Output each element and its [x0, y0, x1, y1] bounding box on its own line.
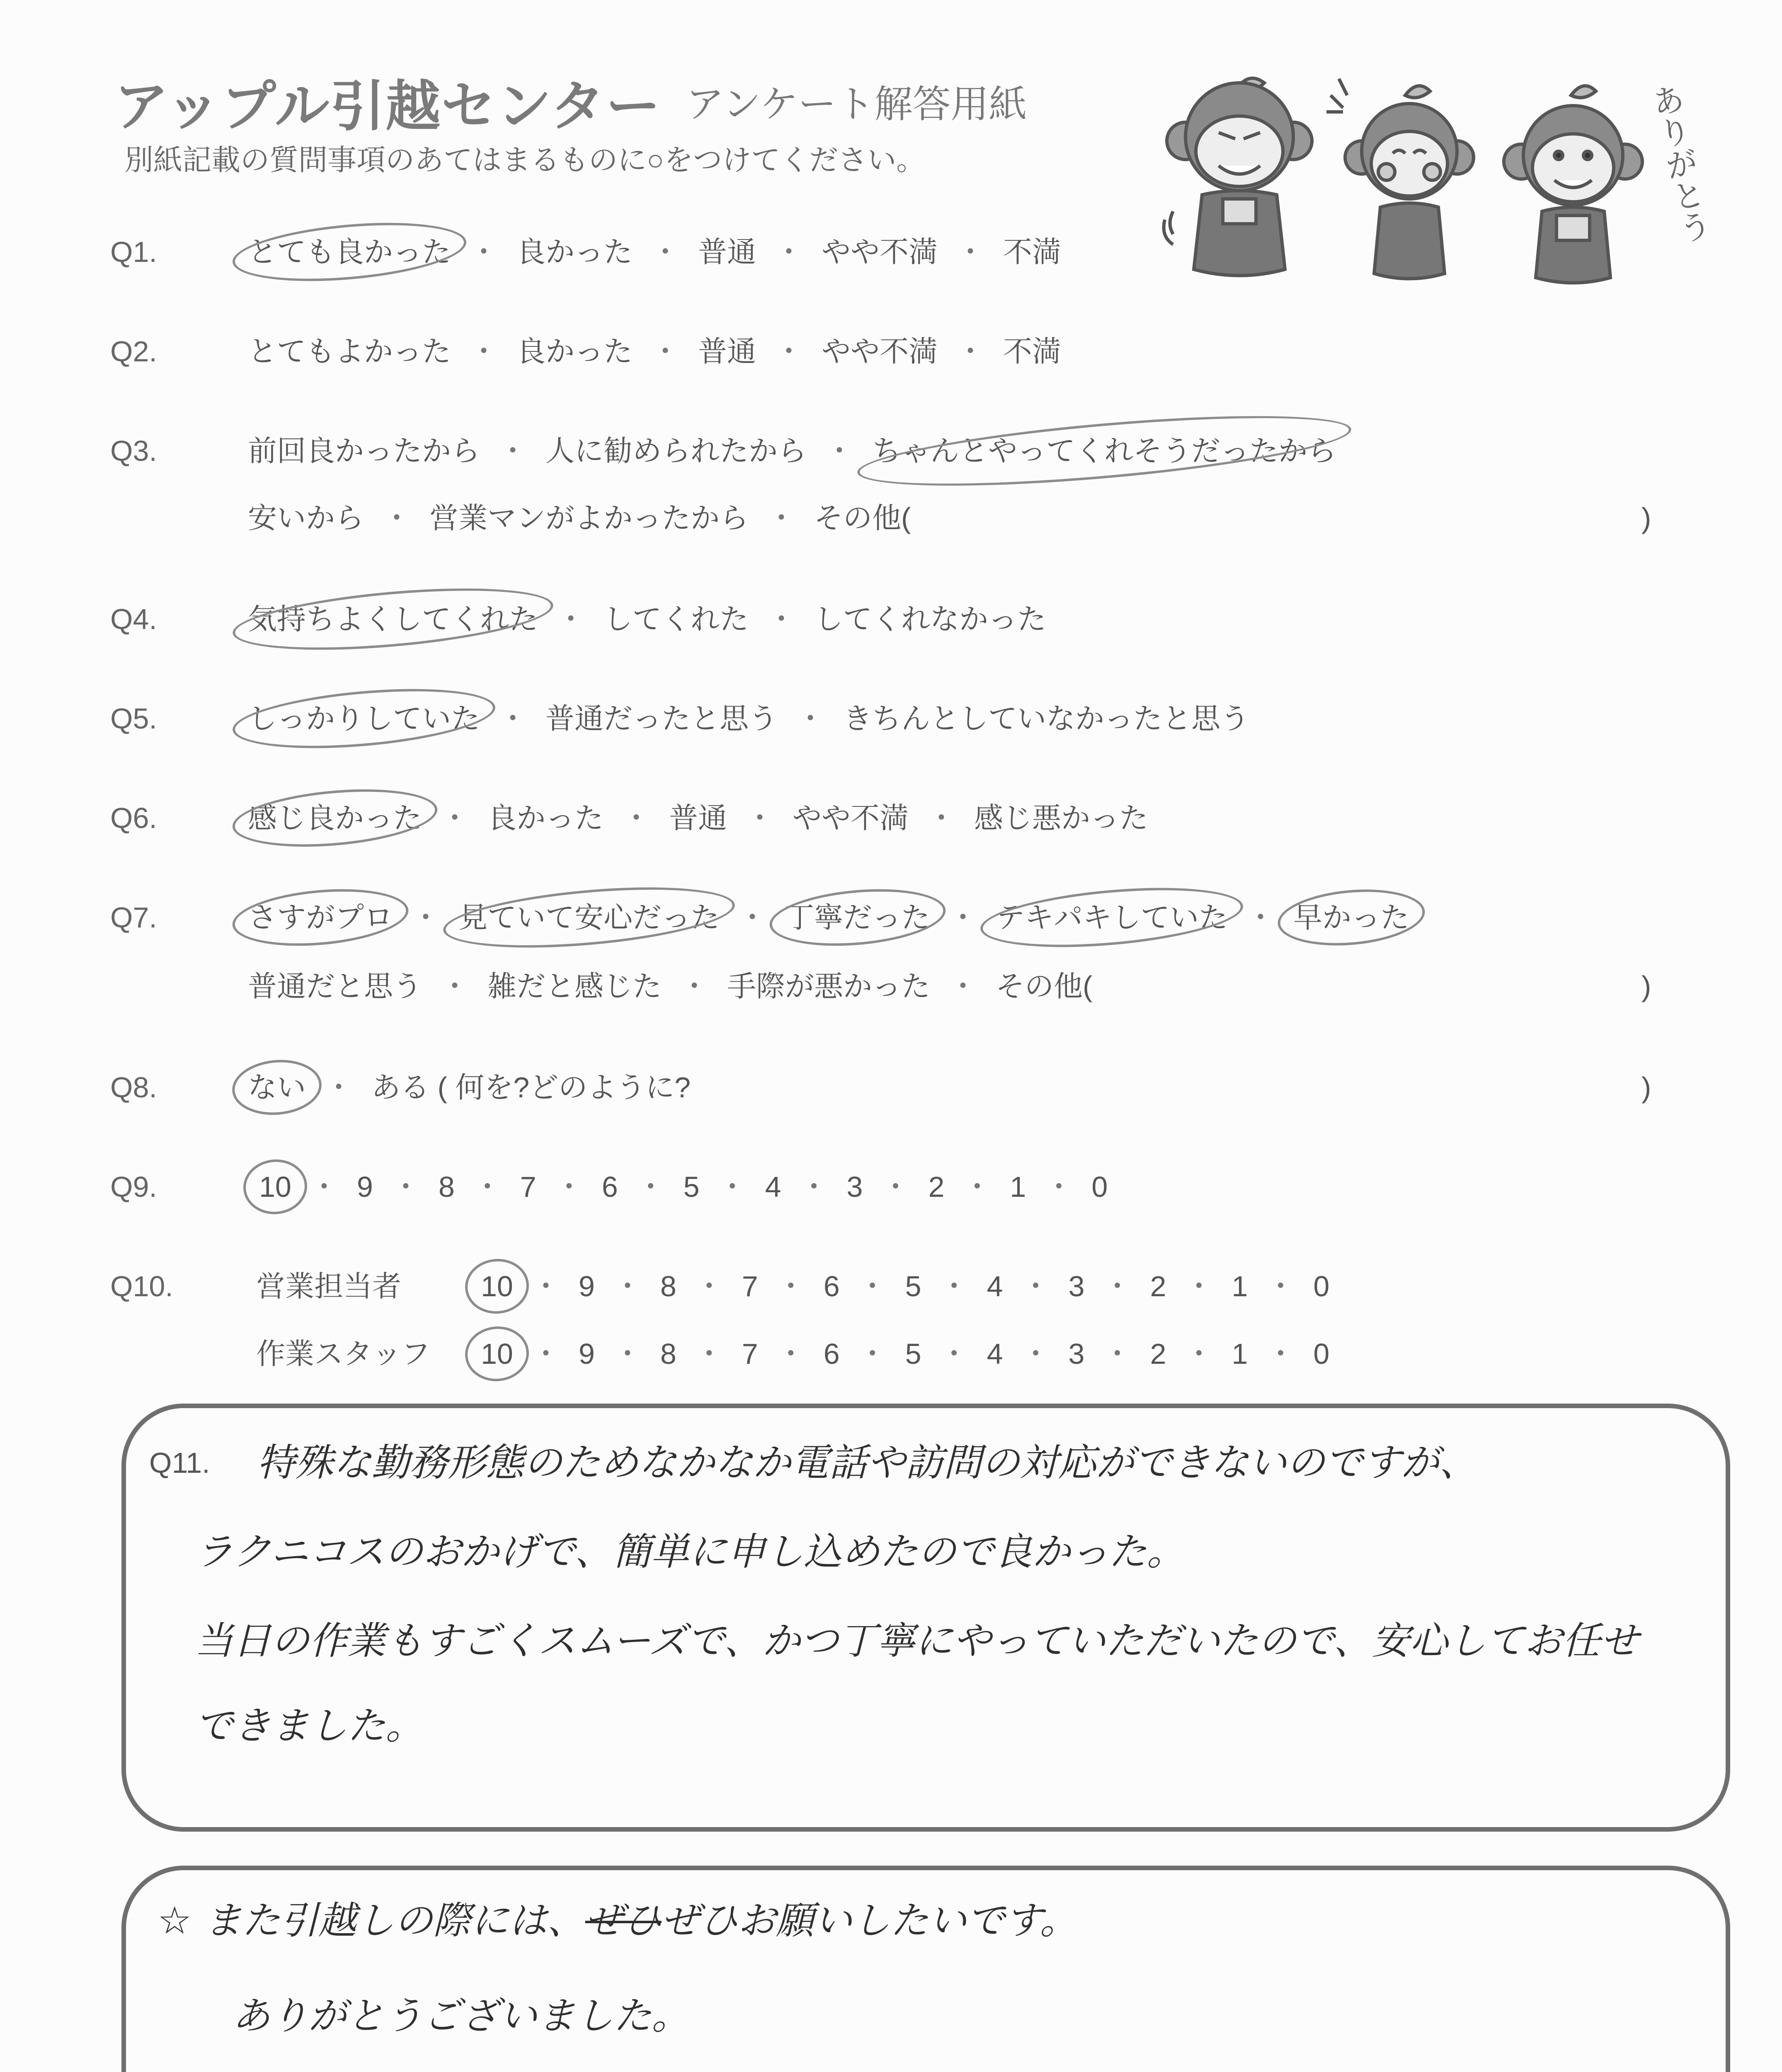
separator: ・ — [651, 236, 680, 268]
separator: ・ — [963, 1171, 992, 1203]
q2-option: 不満 — [1003, 335, 1061, 368]
q2-options — [248, 335, 1061, 368]
q10-option: 10 — [481, 1270, 513, 1302]
q3-option: 人に勧められたから — [546, 435, 807, 467]
q7-options — [248, 970, 1092, 1003]
separator: ・ — [745, 802, 774, 834]
q2-option: 良かった — [516, 335, 633, 368]
monkey-mascot-2-icon — [1326, 79, 1474, 279]
q10-option: 2 — [1150, 1338, 1166, 1370]
separator: ・ — [469, 236, 498, 268]
q3-option: 営業マンがよかったから — [429, 502, 749, 534]
q11-comment-line: 特殊な勤務形態のためなかなか電話や訪問の対応ができないのですが、 — [257, 1440, 1478, 1485]
q11-label: Q11. — [149, 1447, 210, 1479]
q3-option: ちゃんとやってくれそうだったから — [872, 435, 1336, 467]
q7-option: 早かった — [1293, 901, 1409, 934]
q8-options — [248, 1071, 691, 1104]
separator: ・ — [411, 901, 440, 934]
q4-label: Q4. — [110, 603, 157, 635]
q6-option: 良かった — [487, 802, 604, 834]
q8-close-paren: ) — [1641, 1071, 1651, 1104]
q6-label: Q6. — [110, 802, 157, 834]
monkey-mascot-3-icon — [1504, 86, 1642, 283]
separator: ・ — [469, 335, 498, 368]
q10-row-label: 営業担当者 — [256, 1270, 401, 1302]
separator: ・ — [694, 1338, 724, 1370]
monkey-mascot-illustration — [1156, 62, 1654, 294]
q10-option: 0 — [1313, 1270, 1330, 1302]
separator: ・ — [948, 901, 977, 934]
q3-close-paren: ) — [1641, 502, 1651, 534]
q10-option: 1 — [1232, 1338, 1248, 1370]
q10-option: 6 — [823, 1270, 840, 1302]
q9-option: 10 — [259, 1171, 291, 1203]
separator: ・ — [613, 1338, 642, 1370]
separator: ・ — [776, 1338, 805, 1370]
note-line — [158, 1898, 1078, 1944]
q10-option: 9 — [578, 1270, 595, 1302]
separator: ・ — [1246, 901, 1275, 934]
separator: ・ — [324, 1071, 353, 1104]
q8-option: ある ( 何を?どのように? — [371, 1071, 691, 1104]
q1-options — [248, 235, 1061, 269]
q7-label: Q7. — [110, 901, 157, 934]
separator: ・ — [948, 970, 977, 1002]
note-line: ありがとうございました。 — [232, 1994, 690, 2038]
q7-option: 見ていて安心だった — [458, 901, 720, 934]
separator: ・ — [1021, 1338, 1050, 1370]
separator: ・ — [382, 502, 411, 534]
separator: ・ — [1266, 1338, 1295, 1370]
q9-option: 2 — [928, 1171, 945, 1203]
q8-option: ない — [248, 1071, 306, 1104]
separator: ・ — [531, 1270, 560, 1302]
company-title: アップル引越センター — [114, 76, 662, 137]
q2-label: Q2. — [110, 335, 157, 368]
monkey-mascot-1-icon — [1164, 78, 1312, 276]
form-title: アンケート解答用紙 — [686, 83, 1027, 126]
q6-option: やや不満 — [793, 802, 909, 834]
separator: ・ — [767, 603, 796, 635]
q10-option: 7 — [742, 1338, 758, 1370]
separator: ・ — [440, 970, 469, 1002]
q10-option: 5 — [905, 1338, 921, 1370]
separator: ・ — [1103, 1338, 1132, 1370]
separator: ・ — [554, 1171, 584, 1203]
note-box — [121, 1866, 1730, 2072]
q10-option: 7 — [742, 1270, 758, 1302]
separator: ・ — [1184, 1270, 1214, 1302]
q10-row-label: 作業スタッフ — [256, 1338, 430, 1370]
separator: ・ — [498, 702, 527, 735]
q9-option: 8 — [438, 1171, 455, 1203]
q1-option: とても良かった — [248, 236, 451, 268]
q3-option: その他( — [814, 502, 911, 534]
q4-option: してくれなかった — [814, 603, 1046, 635]
q5-options — [248, 702, 1249, 735]
separator: ・ — [613, 1270, 642, 1302]
q2-option: やや不満 — [822, 335, 938, 368]
q5-option: きちんとしていなかったと思う — [843, 702, 1249, 735]
separator: ・ — [680, 970, 709, 1002]
q10-option: 9 — [578, 1338, 595, 1370]
q7-options — [248, 901, 1409, 934]
separator: ・ — [473, 1171, 502, 1203]
q7-option: 雑だと感じた — [487, 970, 662, 1002]
separator: ・ — [309, 1171, 339, 1203]
separator: ・ — [956, 335, 985, 368]
separator: ・ — [858, 1270, 887, 1302]
q10-option: 4 — [987, 1338, 1003, 1370]
q4-options — [248, 603, 1046, 636]
q10-option: 1 — [1232, 1270, 1248, 1302]
q10-option: 2 — [1150, 1270, 1166, 1302]
separator: ・ — [1184, 1338, 1214, 1370]
separator: ・ — [651, 335, 680, 368]
separator: ・ — [774, 236, 803, 268]
q10-option: 8 — [660, 1338, 676, 1370]
q1-option: 良かった — [516, 236, 633, 268]
separator: ・ — [796, 702, 825, 735]
separator: ・ — [694, 1270, 724, 1302]
q9-option: 5 — [683, 1171, 700, 1203]
separator: ・ — [956, 236, 985, 268]
q10-option: 8 — [660, 1270, 676, 1302]
q10-option: 5 — [905, 1270, 921, 1302]
separator: ・ — [622, 802, 651, 834]
q5-option: しっかりしていた — [248, 702, 480, 735]
q11-comment-line: 当日の作業もすごくスムーズで、かつ丁寧にやっていただいたので、安心してお任せ — [195, 1619, 1639, 1663]
q5-label: Q5. — [110, 702, 157, 735]
separator: ・ — [799, 1171, 829, 1203]
q9-option: 4 — [765, 1171, 781, 1203]
q3-options — [248, 501, 911, 535]
q3-label: Q3. — [110, 435, 157, 467]
q5-option: 普通だったと思う — [546, 702, 778, 735]
q11-comment-line: ラクニコスのおかげで、簡単に申し込めたので良かった。 — [195, 1530, 1185, 1574]
q1-option: 不満 — [1003, 236, 1061, 268]
separator: ・ — [767, 502, 796, 534]
q4-option: 気持ちよくしてくれた — [248, 603, 538, 635]
q9-option: 6 — [601, 1171, 618, 1203]
q10-option: 6 — [823, 1338, 840, 1370]
separator: ・ — [738, 901, 767, 934]
q10-options — [481, 1337, 1329, 1370]
separator: ・ — [939, 1338, 969, 1370]
q10-option: 10 — [481, 1338, 513, 1370]
separator: ・ — [440, 802, 469, 834]
q10-option: 0 — [1313, 1338, 1330, 1370]
separator: ・ — [718, 1171, 747, 1203]
q7-option: 手際が悪かった — [727, 970, 930, 1002]
separator: ・ — [391, 1171, 420, 1203]
q6-option: 感じ良かった — [248, 802, 422, 834]
q7-option: テキパキしていた — [996, 901, 1228, 934]
separator: ・ — [1044, 1171, 1074, 1203]
q1-option: 普通 — [698, 236, 756, 268]
q6-option: 感じ悪かった — [974, 802, 1148, 834]
q9-option: 7 — [520, 1171, 536, 1203]
q9-label: Q9. — [110, 1171, 157, 1203]
q9-option: 3 — [846, 1171, 863, 1203]
q10-option: 3 — [1068, 1270, 1085, 1302]
separator: ・ — [1021, 1270, 1050, 1302]
q3-options — [248, 434, 1336, 467]
q7-option: 丁寧だった — [785, 901, 930, 934]
q9-option: 1 — [1010, 1171, 1026, 1203]
separator: ・ — [531, 1338, 560, 1370]
q10-label: Q10. — [110, 1270, 173, 1302]
q2-option: とてもよかった — [248, 335, 451, 368]
separator: ・ — [1103, 1270, 1132, 1302]
q9-option: 0 — [1091, 1171, 1108, 1203]
thanks-vertical-text: ありがとう — [1644, 81, 1714, 247]
q2-option: 普通 — [698, 335, 756, 368]
separator: ・ — [927, 802, 956, 834]
separator: ・ — [825, 435, 854, 467]
q6-options — [248, 801, 1148, 835]
separator: ・ — [776, 1270, 805, 1302]
struck-text: ぜひ — [585, 1898, 662, 1943]
q9-options — [259, 1170, 1108, 1203]
q7-option: その他( — [996, 970, 1093, 1002]
q7-option: さすがプロ — [248, 901, 393, 934]
q1-label: Q1. — [110, 236, 157, 268]
q8-label: Q8. — [110, 1071, 157, 1104]
separator: ・ — [881, 1171, 910, 1203]
q10-options — [481, 1270, 1329, 1303]
q4-option: してくれた — [604, 603, 749, 635]
q10-option: 3 — [1068, 1338, 1085, 1370]
note-text: ☆ また引越しの際には、 — [158, 1898, 585, 1943]
separator: ・ — [498, 435, 527, 467]
separator: ・ — [1266, 1270, 1295, 1302]
separator: ・ — [774, 335, 803, 368]
separator: ・ — [556, 603, 585, 635]
q10-option: 4 — [987, 1270, 1003, 1302]
q3-option: 前回良かったから — [248, 435, 480, 467]
q1-option: やや不満 — [822, 236, 938, 268]
q7-close-paren: ) — [1641, 970, 1651, 1002]
instruction-text: 別紙記載の質問事項のあてはまるものに○をつけてください。 — [124, 144, 926, 176]
q9-option: 9 — [356, 1171, 373, 1203]
separator: ・ — [858, 1338, 887, 1370]
q11-comment-line: できました。 — [195, 1704, 424, 1748]
q3-option: 安いから — [248, 502, 364, 534]
q6-option: 普通 — [669, 802, 727, 834]
note-text: ぜひお願いしたいです。 — [661, 1898, 1078, 1943]
separator: ・ — [939, 1270, 969, 1302]
separator: ・ — [636, 1171, 665, 1203]
q7-option: 普通だと思う — [248, 970, 422, 1002]
